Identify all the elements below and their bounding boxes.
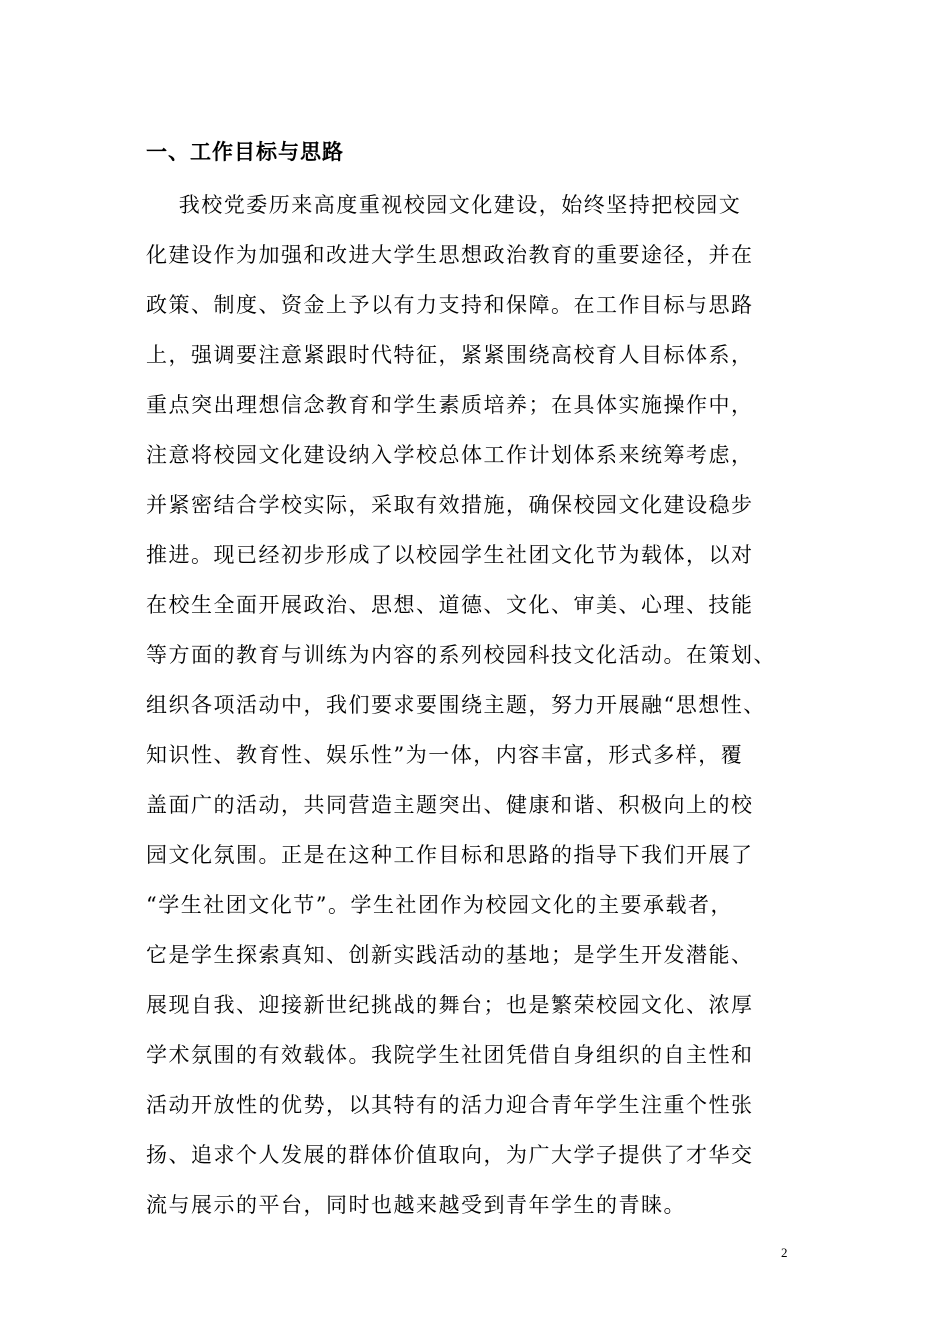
text-line: 扬、追求个人发展的群体价值取向，为广大学子提供了才华交: [146, 1143, 754, 1167]
text-line: 在校生全面开展政治、思想、道德、文化、审美、心理、技能: [146, 593, 754, 617]
text-line: 盖面广的活动，共同营造主题突出、健康和谐、积极向上的校: [146, 793, 754, 817]
text-line: 知识性、教育性、娱乐性”为一体，内容丰富，形式多样，覆: [146, 743, 744, 767]
text-line: 学术氛围的有效载体。我院学生社团凭借自身组织的自主性和: [146, 1043, 754, 1067]
text-line: 并紧密结合学校实际，采取有效措施，确保校园文化建设稳步: [146, 493, 754, 517]
text-line: 上，强调要注意紧跟时代特征，紧紧围绕高校育人目标体系，: [146, 343, 754, 367]
text-line: 重点突出理想信念教育和学生素质培养；在具体实施操作中，: [146, 393, 754, 417]
text-line: 流与展示的平台，同时也越来越受到青年学生的青睐。: [146, 1193, 686, 1217]
body-paragraph: [146, 180, 836, 1230]
text-line: “学生社团文化节”。学生社团作为校园文化的主要承载者，: [146, 893, 733, 917]
text-line: 化建设作为加强和改进大学生思想政治教育的重要途径，并在: [146, 243, 754, 267]
text-line: 组织各项活动中，我们要求要围绕主题，努力开展融“思想性、: [146, 693, 766, 717]
text-line: 等方面的教育与训练为内容的系列校园科技文化活动。在策划、: [146, 643, 776, 667]
text-line: 注意将校园文化建设纳入学校总体工作计划体系来统筹考虑，: [146, 443, 754, 467]
text-line: 园文化氛围。正是在这种工作目标和思路的指导下我们开展了: [146, 843, 754, 867]
page-number: 2: [781, 1245, 788, 1260]
text-line: 展现自我、迎接新世纪挑战的舞台；也是繁荣校园文化、浓厚: [146, 993, 754, 1017]
text-line: 它是学生探索真知、创新实践活动的基地；是学生开发潜能、: [146, 943, 754, 967]
text-line: 我校党委历来高度重视校园文化建设，始终坚持把校园文: [146, 193, 742, 217]
section-heading: 一、工作目标与思路: [146, 139, 344, 164]
text-line: 推进。现已经初步形成了以校园学生社团文化节为载体，以对: [146, 543, 754, 567]
text-line: 活动开放性的优势，以其特有的活力迎合青年学生注重个性张: [146, 1093, 754, 1117]
text-line: 政策、制度、资金上予以有力支持和保障。在工作目标与思路: [146, 293, 754, 317]
